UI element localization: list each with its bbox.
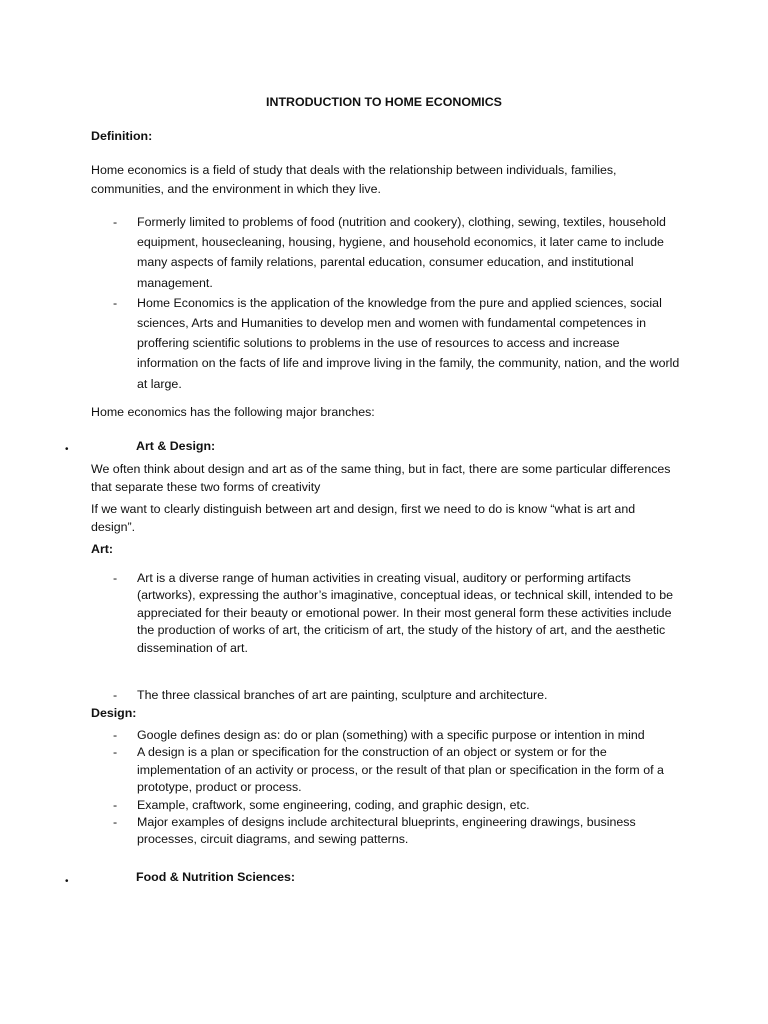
list-item-text: A design is a plan or specification for the construction of an object or system or for the implementation of an activity or process, or the result of that plan or specification in the form of a prototype, product or process. [137, 745, 664, 795]
list-item [91, 797, 683, 814]
design-heading: Design: [91, 706, 137, 720]
list-item-text: Example, craftwork, some engineering, coding, and graphic design, etc. [137, 797, 530, 812]
art-design-para-2: If we want to clearly distinguish between art and design, first we need to do is know “what is art and design”. [91, 502, 636, 534]
list-item [91, 814, 683, 849]
bullet-icon: • [65, 444, 69, 455]
intro-paragraph: Home economics is a field of study that deals with the relationship between individuals, families, communities, and the environment in which they live. [91, 163, 617, 196]
definition-heading: Definition: [91, 129, 153, 143]
dash-marker: - [113, 728, 118, 742]
list-item-text: Google defines design as: do or plan (something) with a specific purpose or intention in mind [137, 728, 645, 742]
dash-marker: - [113, 571, 118, 585]
list-item [91, 212, 683, 293]
list-item-text: Art is a diverse range of human activities in creating visual, auditory or performing artifacts (artworks), expressing the author’s imaginative, conceptual ideas, or technical skill, intended to be appreciated for their beauty or emotional power. In their most general form these activities include the production of works of art, the criticism of art, the study of the history of art, and the aesthetic dissemination of art. [137, 571, 674, 655]
art-list [91, 570, 683, 657]
list-item-text: Major examples of designs include architectural blueprints, engineering drawings, business processes, circuit diagrams, and sewing patterns. [137, 815, 636, 847]
art-heading: Art: [91, 542, 114, 556]
page-title: INTRODUCTION TO HOME ECONOMICS [266, 95, 502, 109]
dash-marker: - [113, 295, 118, 310]
art-design-para-1: We often think about design and art as of the same thing, but in fact, there are some particular differences that separate these two forms of creativity [91, 462, 671, 494]
art-branches-list [91, 687, 683, 704]
intro-list [91, 212, 683, 394]
list-item-text: The three classical branches of art are painting, sculpture and architecture. [137, 688, 548, 702]
list-item [91, 727, 683, 744]
food-nutrition-heading: Food & Nutrition Sciences: [136, 870, 296, 884]
bullet-icon: • [65, 876, 69, 887]
dash-marker: - [113, 797, 118, 812]
dash-marker: - [113, 688, 118, 702]
dash-marker: - [113, 745, 118, 760]
dash-marker: - [113, 815, 118, 830]
list-item-text: Formerly limited to problems of food (nutrition and cookery), clothing, sewing, textiles, household equipment, housecleaning, housing, hygiene, and household economics, it later came to include many aspects of family relations, parental education, consumer education, and institutional management. [137, 215, 666, 290]
dash-marker: - [113, 215, 118, 229]
list-item [91, 687, 683, 704]
list-item [91, 570, 683, 657]
list-item [91, 293, 683, 394]
list-item-text: Home Economics is the application of the knowledge from the pure and applied sciences, social sciences, Arts and Humanities to develop men and women with fundamental competences in proffering scientific solutions to problems in the use of resources to access and increase information on the facts of life and improve living in the family, the community, nation, and the world at large. [137, 295, 680, 391]
list-item [91, 744, 683, 796]
design-list [91, 727, 683, 849]
art-design-heading: Art & Design: [136, 439, 216, 453]
branches-intro: Home economics has the following major branches: [91, 405, 375, 419]
